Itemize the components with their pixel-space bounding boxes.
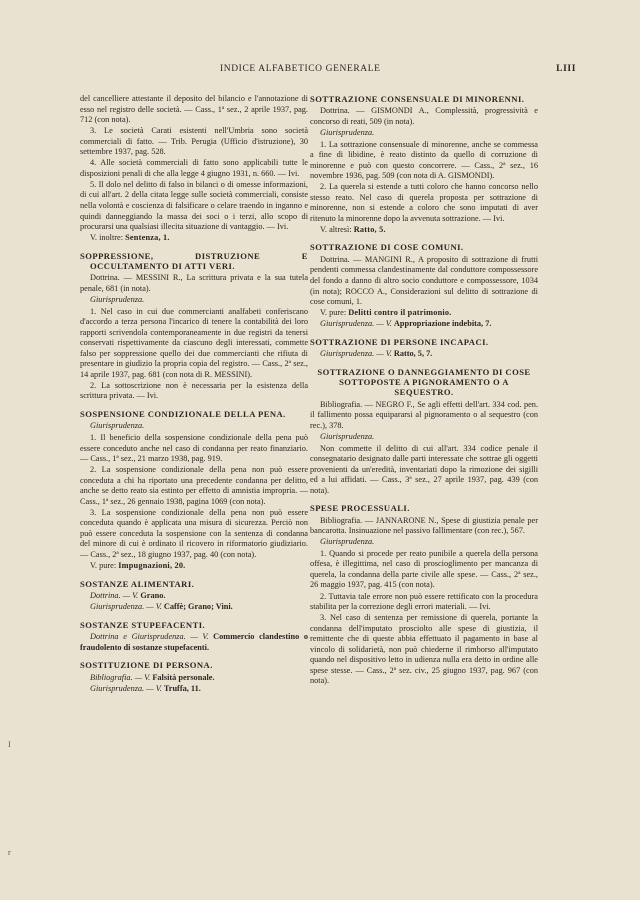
see-also: V. pure: Impugnazioni, 20.: [90, 561, 186, 571]
section-heading: SOPPRESSIONE, DISTRUZIONE E OCCULTAMENTO DI ATTI VERI.: [80, 250, 308, 272]
section-heading: SPESE PROCESSUALI.: [310, 503, 410, 514]
subheading: Giurisprudenza.: [90, 295, 145, 305]
section-heading: SOSPENSIONE CONDIZIONALE DELLA PENA.: [80, 409, 286, 420]
reference-line: Giurisprudenza. — V. Ratto, 5, 7.: [320, 349, 433, 359]
section-heading: SOSTITUZIONE DI PERSONA.: [80, 660, 213, 671]
section-heading: SOTTRAZIONE O DANNEGGIAMENTO DI COSE SOTTOPOSTE A PIGNORAMENTO O A SEQUESTRO.: [317, 366, 531, 398]
doctrine-line: Dottrina. — GISMONDI A., Complessità, progressività e concorso di reati, 509 (in nota).: [310, 106, 538, 126]
entry-text: 1. Nel caso in cui due commercianti analfabeti conferiscano d'accordo a terza persona l'incarico di tenere la contabilità dei loro rapporti scrivendola contemporaneamente in due registri da tenersi conservati rispettivamente da ciascuno degli interessati, commette falso per soppressione quello dei due commercianti che rifiuta di presentare in giudizio la propria copia del registro. — Cass., 2ª sez., 14 aprile 1937, pag. 681 (con nota di R. MESSINI).: [80, 306, 308, 379]
page-header: [80, 64, 576, 78]
margin-mark: I: [8, 740, 11, 749]
doctrine-line: Dottrina. — MESSINI R., La scrittura privata e la sua tutela penale, 681 (in nota).: [80, 273, 308, 294]
entry-text: del cancelliere attestante il deposito del bilancio e l'annotazione di esso nel registro delle società. — Cass., 1ª sez., 2 aprile 1937, pag. 712 (con nota).: [80, 94, 308, 125]
reference-line: Dottrina e Giurisprudenza. — V. Commercio clandestino o fraudolento di sostanze stupefacenti.: [80, 632, 309, 652]
entry-text: 1. Quando si procede per reato punibile a querela della persona offesa, è illegittima, nel caso di proscioglimento per mancanza di querela, la condanna della parte civile alle spese. — Cass., 2ª sez., 26 maggio 1937, pag. 415 (con nota).: [310, 548, 538, 590]
section-heading: SOTTRAZIONE DI PERSONE INCAPACI.: [310, 336, 489, 347]
subheading: Giurisprudenza.: [320, 537, 375, 547]
entry-text: 4. Alle società commerciali di fatto sono applicabili tutte le disposizioni penali di che alla legge 4 giugno 1931, n. 660. — Ivi.: [80, 158, 308, 178]
entry-text: 5. Il dolo nel delitto di falso in bilanci o di omesse informazioni, di cui all'art. 2 della citata legge sulle società commerciali, consiste nella volontà e coscienza di falsificare o celare traendo in inganno e quindi danneggiando la massa dei soci o i terzi, allo scopo di procurarsi una qualsiasi illecita situazione di vantaggio. — Ivi.: [80, 179, 308, 232]
subheading: Giurisprudenza.: [90, 421, 145, 431]
reference-line: Bibliografia. — V. Falsità personale.: [90, 672, 215, 682]
section-heading: SOTTRAZIONE CONSENSUALE DI MINORENNI.: [310, 94, 525, 104]
entry-text: 1. La sottrazione consensuale di minorenne, anche se commessa a fine di libidine, è reato distinto da quello di corruzione di minorenne e può con questo concorrere. — Cass., 2ª sez., 16 novembre 1936, pag. 509 (con nota di A. GISMONDI).: [310, 139, 538, 181]
subheading: Giurisprudenza.: [320, 432, 375, 442]
entry-text: 2. La sospensione condizionale della pena non può essere conceduta a chi ha riportato una precedente condanna per delitto, anche se detto reato sia estinto per effetto di amnistia impropria. — Cass., 1ª sez., 26 gennaio 1938, pagina 1069 (con nota).: [80, 465, 308, 506]
reference-line: Giurisprudenza. — V. Caffè; Grano; Vini.: [90, 602, 233, 612]
entry-text: 3. Nel caso di sentenza per remissione di querela, portante la condanna dell'imputato prosciolto alle spese di giustizia, il remittente che di queste abbia effettuato il pagamento in base al vincolo di solidarietà, non può chiederne il rimborso all'imputato quando nel dispositivo letto in udienza nulla era detto in ordine alle spese stesse. — Cass., 2ª sez. civ., 25 giugno 1937, pag. 967 (con nota).: [310, 613, 538, 686]
right-column: [310, 94, 538, 687]
entry-text: 3. La sospensione condizionale della pena non può essere conceduta quando è applicata una misura di sicurezza. Perciò non può essere conceduta la sospensione con la sentenza di condanna del minore di cui è ordinato il ricovero in riformatorio giudiziario. — Cass., 2ª sez., 18 giugno 1937, pag. 40 (con nota).: [80, 507, 308, 559]
see-also: V. inoltre: Sentenza, 1.: [90, 233, 170, 243]
section-heading: SOSTANZE STUPEFACENTI.: [80, 619, 206, 630]
see-also: V. pure: Delitti contro il patrimonio.: [320, 308, 452, 318]
bibliography-line: Bibliografia. — NEGRO F., Se agli effetti dell'art. 334 cod. pen. il fallimento possa equipararsi al pignoramento o al sequestro (con rec.), 378.: [310, 399, 538, 430]
doctrine-line: Dottrina. — MANGINI R., A proposito di sottrazione di frutti pendenti commessa clandestinamente dal conduttore compossessore del fondo a danno di altro socio conduttore e compossessore, 1034 (in nota); ROCCO A., Considerazioni sul delitto di sottrazione di cose comuni, 1.: [310, 254, 538, 307]
bibliography-line: Bibliografia. — JANNARONE N., Spese di giustizia penale per bancarotta. Insinuazione nel passivo fallimentare (con rec.), 567.: [310, 515, 538, 536]
see-also: V. altresì: Ratto, 5.: [320, 224, 386, 234]
entry-text: 2. La querela si estende a tutti coloro che hanno concorso nello stesso reato. Nel caso di querela proposta per sottrazione di minorenne, non si estende a coloro che sono imputati di aver ritenuto la minorenne dopo la avvenuta sottrazione. — Ivi.: [310, 182, 538, 223]
entry-text: 1. Il beneficio della sospensione condizionale della pena può essere conceduto anche nel caso di condanna per reato finanziario. — Cass., 1ª sez., 21 marzo 1938, pag. 919.: [80, 432, 308, 464]
section-heading: SOSTANZE ALIMENTARI.: [80, 578, 195, 589]
running-title: INDICE ALFABETICO GENERALE: [220, 64, 381, 74]
subheading: Giurisprudenza.: [320, 128, 375, 137]
reference-line: Giurisprudenza. — V. Appropriazione indebita, 7.: [320, 319, 492, 329]
reference-line: Giurisprudenza. — V. Truffa, 11.: [90, 683, 201, 693]
entry-text: 3. Le società Carati esistenti nell'Umbria sono società commerciali di fatto. — Trib. Perugia (Ufficio d'istruzione), 30 settembre 1937, pag. 528.: [80, 126, 308, 157]
entry-text: 2. La sottoscrizione non è necessaria per la esistenza della scrittura privata. — Ivi.: [80, 380, 308, 401]
margin-mark: r: [8, 848, 11, 857]
section-heading: SOTTRAZIONE DI COSE COMUNI.: [310, 242, 464, 253]
page-number: LIII: [556, 64, 576, 74]
reference-line: Dottrina. — V. Grano.: [90, 591, 166, 600]
entry-text: Non commette il delitto di cui all'art. 334 codice penale il consegnatario designato dalle parti interessate che sottrae gli oggetti provenienti da un'eredità, inventariati dopo la rimozione dei sigilli ed a lui affidati. — Cass., 3ª sez., 27 aprile 1937, pag. 439 (con nota).: [310, 443, 538, 495]
entry-text: 2. Tuttavia tale errore non può essere rettificato con la procedura stabilita per la correzione degli errori materiali. — Ivi.: [310, 591, 538, 612]
left-column: [80, 94, 308, 695]
